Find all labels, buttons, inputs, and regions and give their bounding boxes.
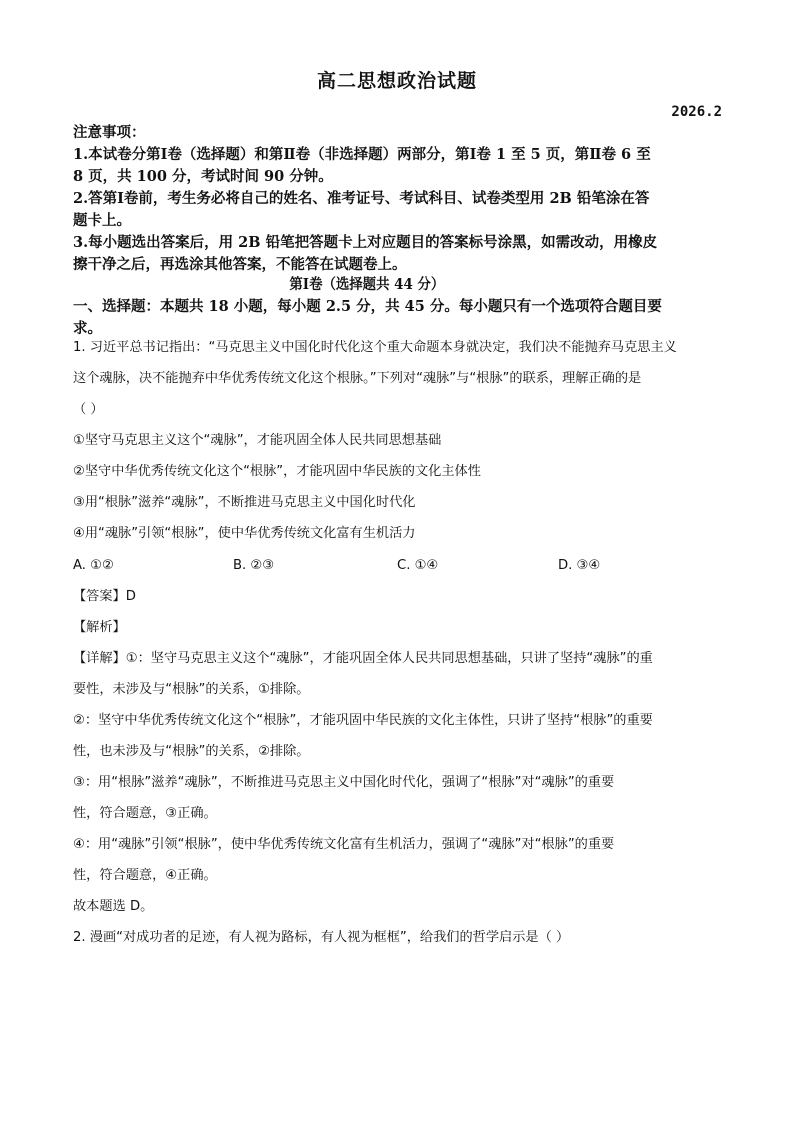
q1-option-b: B. ②③ [233, 558, 275, 573]
q2-stem: 2. 漫画“对成功者的足迹，有人视为路标，有人视为框框”，给我们的哲学启示是（ ） [73, 930, 570, 945]
section-heading: 第Ⅰ卷（选择题共 44 分） [289, 276, 445, 293]
q1-statement-1: ①坚守马克思主义这个“魂脉”，才能巩固全体人民共同思想基础 [73, 433, 442, 448]
part-heading-line-1: 一、选择题：本题共 18 小题，每小题 2.5 分，共 45 分。每小题只有一个选项符合题目要 [73, 298, 662, 315]
notice-item-1-line-1: 1.本试卷分第Ⅰ卷（选择题）和第Ⅱ卷（非选择题）两部分，第Ⅰ卷 1 至 5 页，第Ⅱ卷 6 至 [73, 146, 651, 163]
notice-item-3-line-2: 擦干净之后，再选涂其他答案，不能答在试题卷上。 [73, 256, 407, 273]
q1-statement-4: ④用“魂脉”引领“根脉”，使中华优秀传统文化富有生机活力 [73, 526, 416, 541]
q1-conclusion: 故本题选 D。 [73, 899, 154, 914]
q1-detail-line-3: ②：坚守中华优秀传统文化这个“根脉”，才能巩固中华民族的文化主体性，只讲了坚持“根脉”的重要 [73, 713, 653, 728]
q1-statement-3: ③用“根脉”滋养“魂脉”，不断推进马克思主义中国化时代化 [73, 495, 416, 510]
q1-option-a: A. ①② [73, 558, 114, 573]
page-title: 高二思想政治试题 [316, 70, 477, 92]
notice-heading: 注意事项： [73, 124, 146, 141]
q1-answer: 【答案】D [73, 589, 136, 604]
q1-stem-line-1: 1. 习近平总书记指出：“马克思主义中国化时代化这个重大命题本身就决定，我们决不能抛弃马克思主义 [73, 340, 677, 355]
q1-detail-line-5: ③：用“根脉”滋养“魂脉”，不断推进马克思主义中国化时代化，强调了“根脉”对“魂脉”的重要 [73, 775, 615, 790]
q1-detail-line-2: 要性，未涉及与“根脉”的关系，①排除。 [73, 682, 310, 697]
q1-answer-bracket: （ ） [73, 402, 104, 417]
part-heading-line-2: 求。 [73, 320, 102, 337]
q1-detail-line-4: 性，也未涉及与“根脉”的关系，②排除。 [73, 744, 310, 759]
q1-option-d: D. ③④ [558, 558, 601, 573]
notice-item-1-line-2: 8 页，共 100 分，考试时间 90 分钟。 [73, 168, 333, 185]
q1-statement-2: ②坚守中华优秀传统文化这个“根脉”，才能巩固中华民族的文化主体性 [73, 464, 481, 479]
q1-stem-line-2: 这个魂脉，决不能抛弃中华优秀传统文化这个根脉。”下列对“魂脉”与“根脉”的联系，理解正确的是 [73, 371, 642, 386]
q1-analysis-label: 【解析】 [73, 620, 126, 635]
q1-detail-line-8: 性，符合题意，④正确。 [73, 868, 217, 883]
notice-item-2-line-1: 2.答第Ⅰ卷前，考生务必将自己的姓名、准考证号、考试科目、试卷类型用 2B 铅笔涂在答 [73, 190, 650, 207]
q1-option-c: C. ①④ [397, 558, 439, 573]
q1-detail-line-6: 性，符合题意，③正确。 [73, 806, 217, 821]
exam-date: 2026.2 [671, 104, 722, 120]
q1-detail-line-7: ④：用“魂脉”引领“根脉”，使中华优秀传统文化富有生机活力，强调了“魂脉”对“根脉”的重要 [73, 837, 615, 852]
q1-detail-line-1: 【详解】①：坚守马克思主义这个“魂脉”，才能巩固全体人民共同思想基础，只讲了坚持“魂脉”的重 [73, 651, 653, 666]
notice-item-2-line-2: 题卡上。 [73, 212, 131, 229]
notice-item-3-line-1: 3.每小题选出答案后，用 2B 铅笔把答题卡上对应题目的答案标号涂黑，如需改动，用橡皮 [73, 234, 658, 251]
